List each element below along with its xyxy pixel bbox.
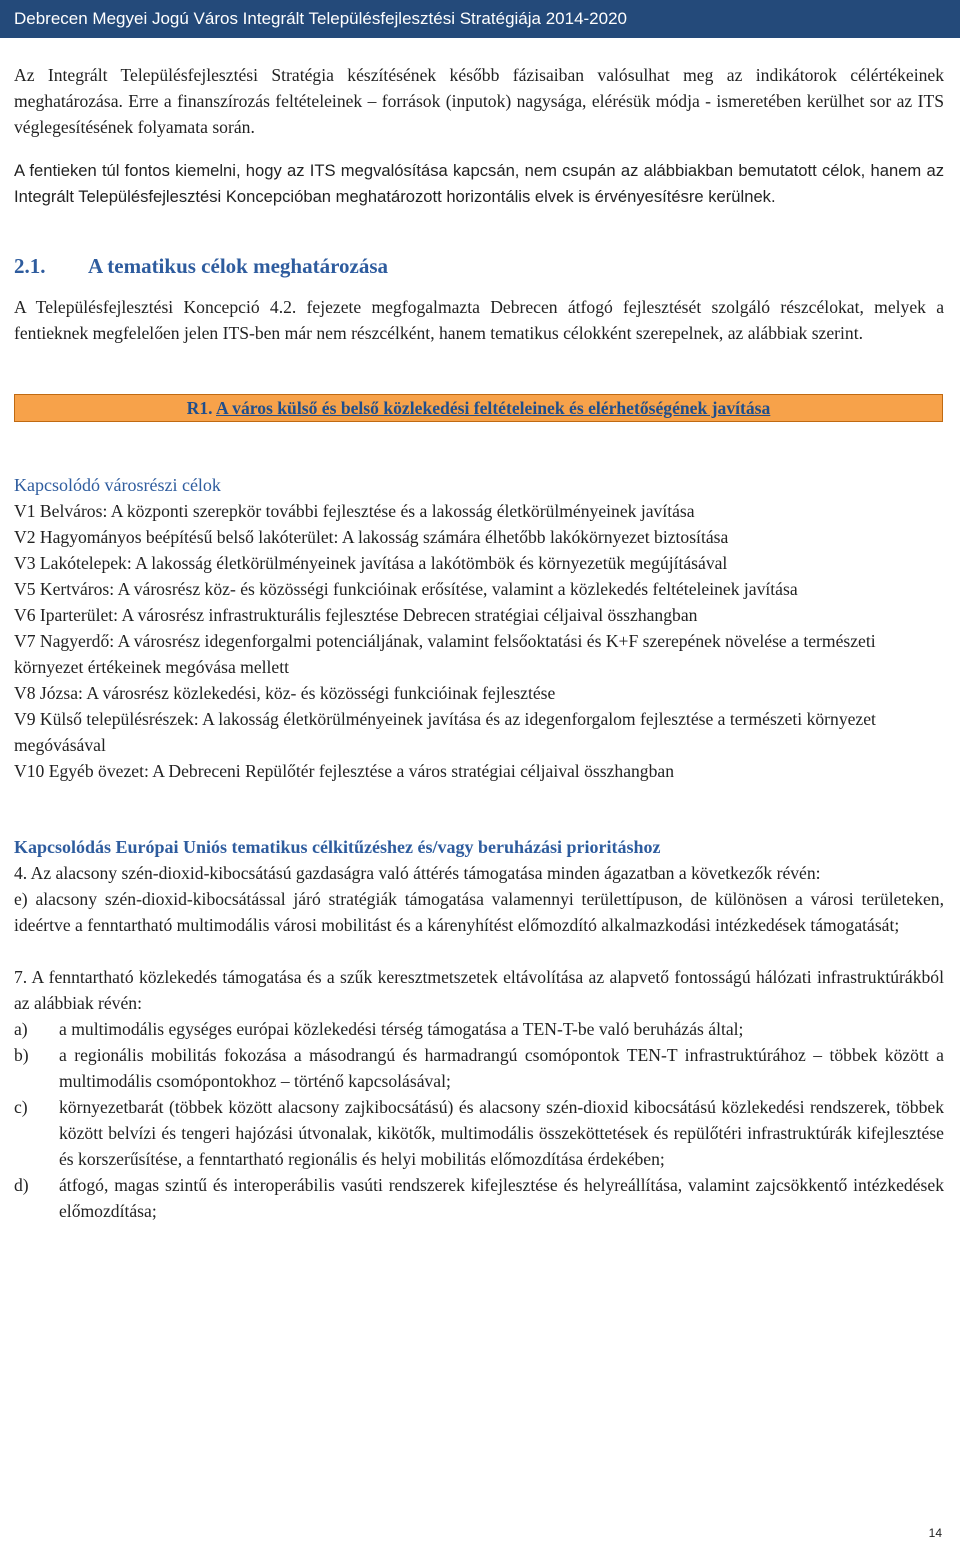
- district-goal-item: V7 Nagyerdő: A városrész idegenforgalmi potenciáljának, valamint felsőoktatási és K+F szerepének növelése a természeti környezet értékeinek megóvása mellett: [14, 631, 876, 677]
- eu-goal-4e: e) alacsony szén-dioxid-kibocsátással járó stratégiák támogatása valamennyi területtípuson, de különösen a városi területeken, ideértve a fenntartható multimodális városi mobilitást és a kárenyhítést előmozdító alkalmazkodási intézkedések támogatását;: [14, 889, 944, 935]
- section-heading: [14, 252, 944, 280]
- district-goal-item: V2 Hagyományos beépítésű belső lakóterület: A lakosság számára élhetőbb lakókörnyezet biztosítása: [14, 527, 729, 547]
- district-goal-item: V1 Belváros: A központi szerepkör további fejlesztése és a lakosság életkörülményeinek javítása: [14, 501, 695, 521]
- eu-goal-7-item: [14, 1172, 944, 1224]
- section-title: A tematikus célok meghatározása: [88, 254, 388, 278]
- page-content: [14, 62, 944, 1224]
- eu-goals-heading: Kapcsolódás Európai Uniós tematikus célkitűzéshez és/vagy beruházási prioritáshoz: [14, 837, 661, 857]
- list-item-text: átfogó, magas szintű és interoperábilis vasúti rendszerek kifejlesztése és helyreállítása, valamint zajcsökkentő intézkedések előmozdítása;: [59, 1175, 944, 1221]
- list-item-label: d): [14, 1175, 29, 1195]
- district-goal-item: V3 Lakótelepek: A lakosság életkörülményeinek javítása a lakótömbök és környezetük megújításával: [14, 553, 728, 573]
- page-number: 14: [928, 1526, 942, 1540]
- goal-code: R1.: [186, 398, 213, 418]
- list-item-label: b): [14, 1045, 29, 1065]
- eu-goal-7: 7. A fenntartható közlekedés támogatása és a szűk keresztmetszetek eltávolítása az alapvető fontosságú hálózati infrastruktúrákból az alábbiak révén:: [14, 967, 944, 1013]
- goal-r1-box: [14, 394, 943, 422]
- eu-goal-7-item: [14, 1016, 944, 1042]
- intro-paragraph-1: Az Integrált Településfejlesztési Stratégia készítésének később fázisaiban valósulhat meg az indikátorok célértékeinek meghatározása. Erre a finanszírozás feltételeinek – források (inputok) nagysága, elérésük módja - ismeretében kerülhet sor az ITS véglegesítésének folyamata során.: [14, 65, 944, 137]
- section-paragraph: A Településfejlesztési Koncepció 4.2. fejezete megfogalmazta Debrecen átfogó fejlesztését szolgáló részcélokat, melyek a fentieknek megfelelően jelen ITS-ben már nem részcélként, hanem tematikus célokként szerepelnek, az alábbiak szerint.: [14, 297, 944, 343]
- goal-title: A város külső és belső közlekedési feltételeinek és elérhetőségének javítása: [216, 398, 771, 418]
- district-goal-item: V9 Külső településrészek: A lakosság életkörülményeinek javítása és az idegenforgalom fejlesztése a természeti környezet megóvásával: [14, 709, 876, 755]
- district-goals-list: [14, 498, 944, 784]
- list-item-text: környezetbarát (többek között alacsony zajkibocsátású) és alacsony szén-dioxid kibocsátású közlekedési rendszerek, többek között belvízi és tengeri hajózási útvonalak, kikötők, multimodális összeköttetések és repülőtéri infrastruktúrák kifejlesztése és korszerűsítése, a fenntartható regionális és helyi mobilitás előmozdítása érdekében;: [59, 1097, 944, 1169]
- eu-goal-7-item: [14, 1042, 944, 1094]
- district-goal-item: V6 Iparterület: A városrész infrastrukturális fejlesztése Debrecen stratégiai céljaival összhangban: [14, 605, 698, 625]
- district-goals-heading: Kapcsolódó városrészi célok: [14, 475, 221, 495]
- list-item-label: c): [14, 1097, 28, 1117]
- intro-paragraph-2: A fentieken túl fontos kiemelni, hogy az ITS megvalósítása kapcsán, nem csupán az alábbiakban bemutatott célok, hanem az Integrált Településfejlesztési Koncepcióban meghatározott horizontális elvek is érvényesítésre kerülnek.: [14, 161, 944, 206]
- document-header-title: Debrecen Megyei Jogú Város Integrált Településfejlesztési Stratégiája 2014-2020: [14, 9, 628, 28]
- district-goal-item: V5 Kertváros: A városrész köz- és közösségi funkcióinak erősítése, valamint a közlekedés feltételeinek javítása: [14, 579, 798, 599]
- section-number: 2.1.: [14, 254, 46, 278]
- list-item-label: a): [14, 1019, 28, 1039]
- eu-goal-7-item: [14, 1094, 944, 1172]
- list-item-text: a regionális mobilitás fokozása a másodrangú és harmadrangú csomópontok TEN-T infrastruktúrához – többek között a multimodális csomópontokhoz – történő kapcsolásával;: [59, 1045, 944, 1091]
- district-goal-item: V10 Egyéb övezet: A Debreceni Repülőtér fejlesztése a város stratégiai céljaival összhangban: [14, 761, 674, 781]
- list-item-text: a multimodális egységes európai közlekedési térség támogatása a TEN-T-be való beruházás által;: [59, 1019, 744, 1039]
- eu-goal-4: 4. Az alacsony szén-dioxid-kibocsátású gazdaságra való áttérés támogatása minden ágazatban a következők révén:: [14, 863, 821, 883]
- document-header: [0, 0, 960, 38]
- district-goal-item: V8 Józsa: A városrész közlekedési, köz- és közösségi funkcióinak fejlesztése: [14, 683, 556, 703]
- eu-goal-7-list: [14, 1016, 944, 1224]
